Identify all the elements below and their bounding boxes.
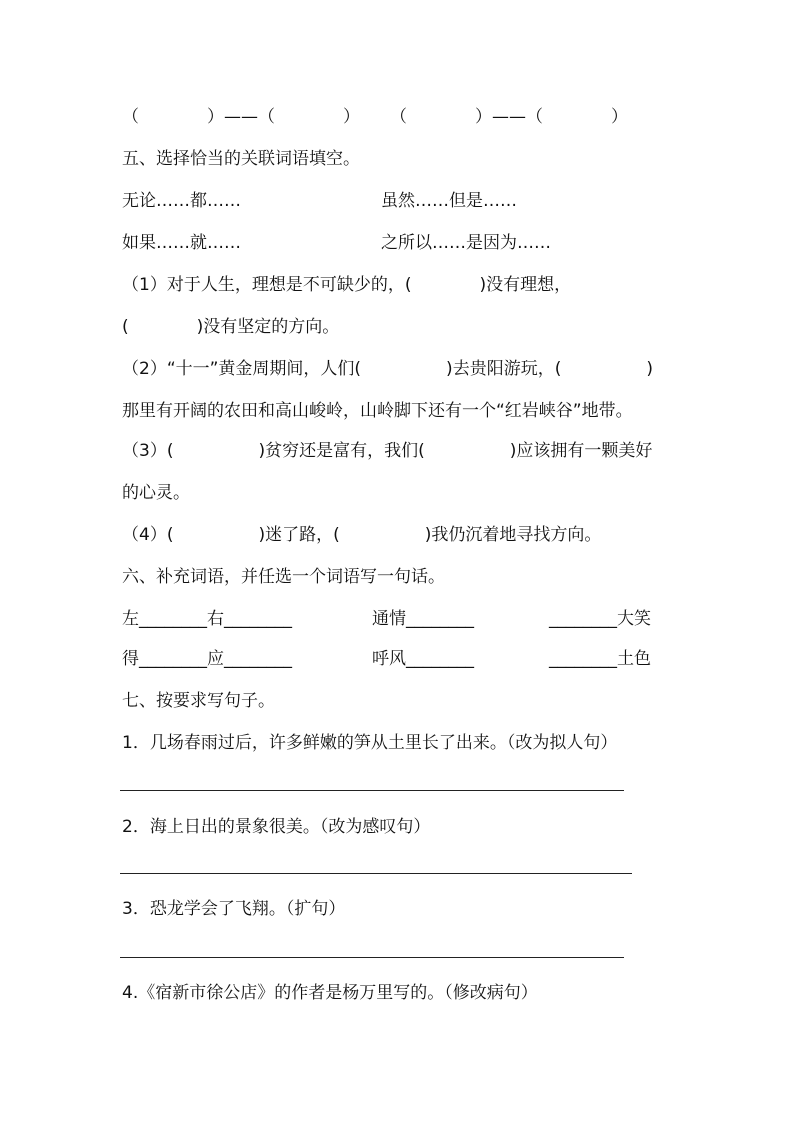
- conjunction-option-1: 无论……都……: [122, 191, 241, 211]
- conjunction-option-2: 虽然……但是……: [381, 191, 517, 211]
- answer-line-3[interactable]: [120, 957, 624, 958]
- idiom-blank-5: 呼风________: [372, 649, 474, 669]
- answer-line-1[interactable]: [120, 790, 624, 791]
- conjunction-option-3: 如果……就……: [122, 233, 241, 253]
- answer-line-2[interactable]: [120, 873, 632, 874]
- idiom-blank-4: 得________应________: [122, 649, 292, 669]
- section7-q3: 3．恐龙学会了飞翔。（扩句）: [122, 899, 346, 919]
- section5-q1-line2: ( )没有坚定的方向。: [122, 317, 340, 337]
- section7-q4: 4.《宿新市徐公店》的作者是杨万里写的。（修改病句）: [122, 983, 538, 1003]
- idiom-blank-1: 左________右________: [122, 609, 292, 629]
- antonym-pair-1: （ ）——（ ）: [122, 107, 360, 127]
- section5-q1-line1: （1）对于人生，理想是不可缺少的，( )没有理想，: [122, 275, 572, 295]
- section7-q1: 1．几场春雨过后，许多鲜嫩的笋从土里长了出来。（改为拟人句）: [122, 733, 618, 753]
- conjunction-option-4: 之所以……是因为……: [381, 233, 551, 253]
- section5-q2-line1: （2）“十一”黄金周期间，人们( )去贵阳游玩，( ): [122, 359, 653, 379]
- section5-q3-line2: 的心灵。: [122, 483, 190, 503]
- section6-title: 六、补充词语，并任选一个词语写一句话。: [122, 567, 445, 587]
- idiom-blank-6: ________土色: [549, 649, 651, 669]
- section5-q2-line2: 那里有开阔的农田和高山峻岭，山岭脚下还有一个“红岩峡谷”地带。: [122, 401, 633, 421]
- idiom-blank-2: 通情________: [372, 609, 474, 629]
- idiom-blank-3: ________大笑: [549, 609, 651, 629]
- section5-title: 五、选择恰当的关联词语填空。: [122, 149, 360, 169]
- section5-q3-line1: （3）( )贫穷还是富有，我们( )应该拥有一颗美好: [122, 441, 653, 461]
- section7-title: 七、按要求写句子。: [122, 691, 275, 711]
- section5-q4: （4）( )迷了路，( )我仍沉着地寻找方向。: [122, 525, 602, 545]
- antonym-pair-2: （ ）——（ ）: [390, 107, 628, 127]
- section7-q2: 2．海上日出的景象很美。（改为感叹句）: [122, 817, 431, 837]
